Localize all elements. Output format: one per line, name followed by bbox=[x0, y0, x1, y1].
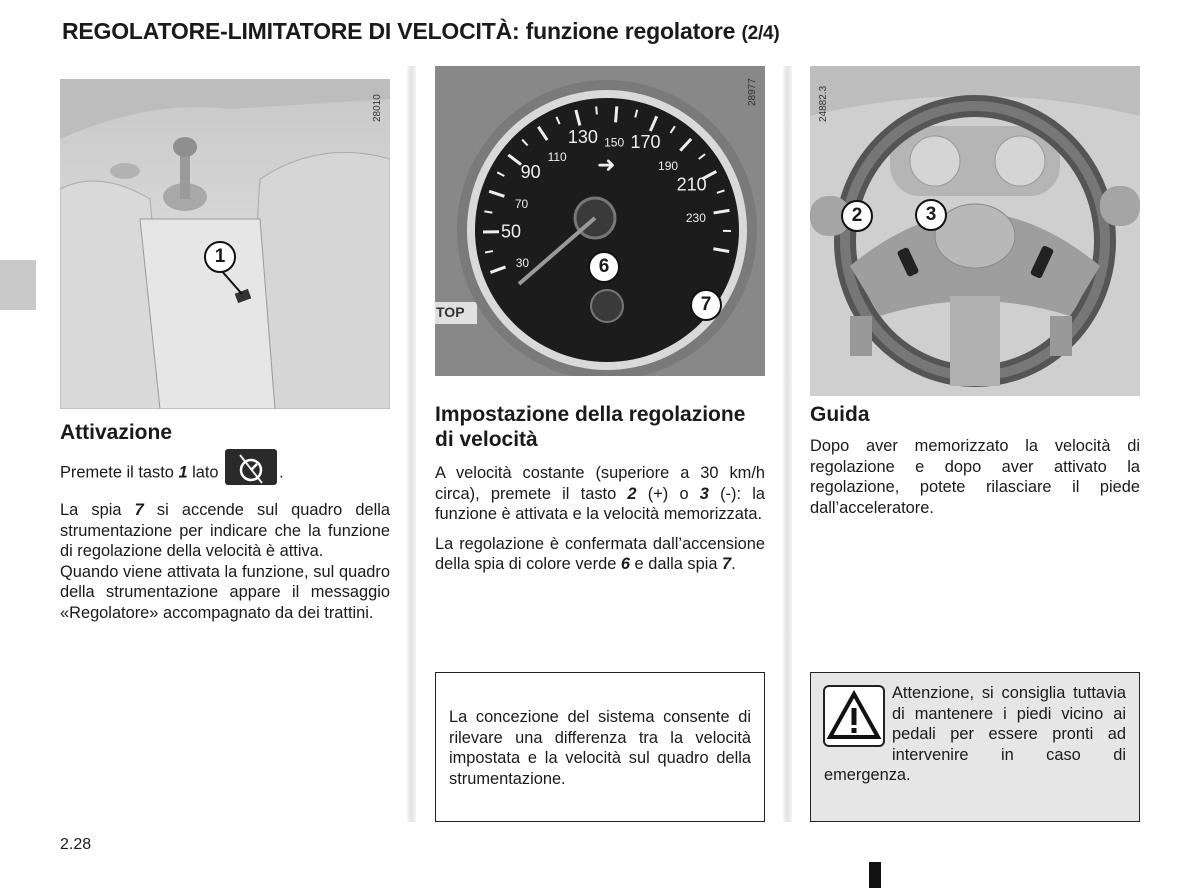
callout-1: 1 bbox=[204, 241, 236, 273]
gauge-speed-label: 50 bbox=[500, 221, 522, 242]
figure-speedometer bbox=[435, 66, 765, 376]
figure-number: 24882.3 bbox=[818, 85, 829, 122]
callout-2: 2 bbox=[841, 200, 873, 232]
gauge-speed-label: 190 bbox=[658, 158, 679, 173]
warning-text: Attenzione, si consiglia tuttavia di mantenere i piedi vicino ai pedali per essere pronti ad intervenire in caso di emergenza. bbox=[824, 684, 1126, 785]
col1-p1: Premete il tasto 1 lato . bbox=[60, 455, 390, 491]
gauge-speed-label: 70 bbox=[514, 196, 529, 211]
gauge-speed-label: 230 bbox=[685, 210, 706, 225]
gauge-speed-label: 30 bbox=[515, 255, 530, 270]
page-part: (2/4) bbox=[741, 23, 780, 44]
heading-attivazione: Attivazione bbox=[60, 421, 173, 444]
gauge-tick bbox=[485, 251, 493, 252]
gauge-tick bbox=[596, 106, 597, 114]
page-edge-marker bbox=[869, 862, 881, 888]
callout-3: 3 bbox=[915, 199, 947, 231]
column-divider bbox=[407, 66, 416, 822]
callout-6: 6 bbox=[588, 251, 620, 283]
col2-body bbox=[435, 463, 765, 575]
heading-guida: Guida bbox=[810, 403, 870, 426]
col1-p2: La spia 7 si accende sul quadro della strumentazione per indicare che la funzione di regolazione della velocità è attiva. bbox=[60, 501, 390, 561]
warning-box bbox=[810, 672, 1140, 822]
gauge-speed-label: 110 bbox=[547, 150, 567, 165]
col1-body bbox=[60, 455, 390, 624]
note-box bbox=[435, 672, 765, 822]
note-text: La concezione del sistema consente di rilevare una differenza tra la velocità impostata e la velocità sul quadro della strumentazione. bbox=[449, 708, 751, 788]
cruise-control-button-icon bbox=[225, 449, 277, 485]
gauge-speed-label: 150 bbox=[604, 135, 625, 150]
gauge-speed-label: 90 bbox=[520, 161, 541, 182]
col2-p1: A velocità costante (superiore a 30 km/h circa), premete il tasto 2 (+) o 3 (-): la funzione è attivata e la velocità memorizzata. bbox=[435, 464, 765, 524]
column-divider bbox=[783, 66, 792, 822]
svg-text:➜: ➜ bbox=[597, 153, 616, 178]
page-number: 2.28 bbox=[60, 836, 92, 853]
gauge-tick bbox=[616, 106, 617, 122]
col1-p3: Quando viene attivata la funzione, sul quadro della strumentazione appare il messaggio «Regolatore» accompagnato da dei trattini. bbox=[60, 562, 390, 622]
callout-7: 7 bbox=[690, 289, 722, 321]
gauge-speed-label: 210 bbox=[676, 174, 707, 195]
gauge-speed-label: 170 bbox=[630, 132, 661, 153]
figure-number: 28977 bbox=[747, 78, 758, 106]
gauge-speed-label: 130 bbox=[567, 127, 598, 148]
col3-p1: Dopo aver memorizzato la velocità di regolazione e dopo aver attivato la regolazione, potete rilasciare il piede dall’acceleratore. bbox=[810, 437, 1140, 517]
gauge-stop-label: TOP bbox=[436, 304, 465, 320]
col2-p2: La regolazione è confermata dall’accensione della spia di colore verde 6 e dalla spia 7. bbox=[435, 534, 765, 574]
section-tab bbox=[0, 260, 36, 310]
col3-body bbox=[810, 436, 1140, 518]
heading-impostazione: Impostazione della regolazione di velocità bbox=[435, 403, 746, 451]
figure-number: 28010 bbox=[372, 94, 383, 122]
gauge-tick bbox=[484, 211, 492, 212]
page-title: REGOLATORE-LIMITATORE DI VELOCITÀ: funzione regolatore (2/4) bbox=[62, 18, 780, 44]
